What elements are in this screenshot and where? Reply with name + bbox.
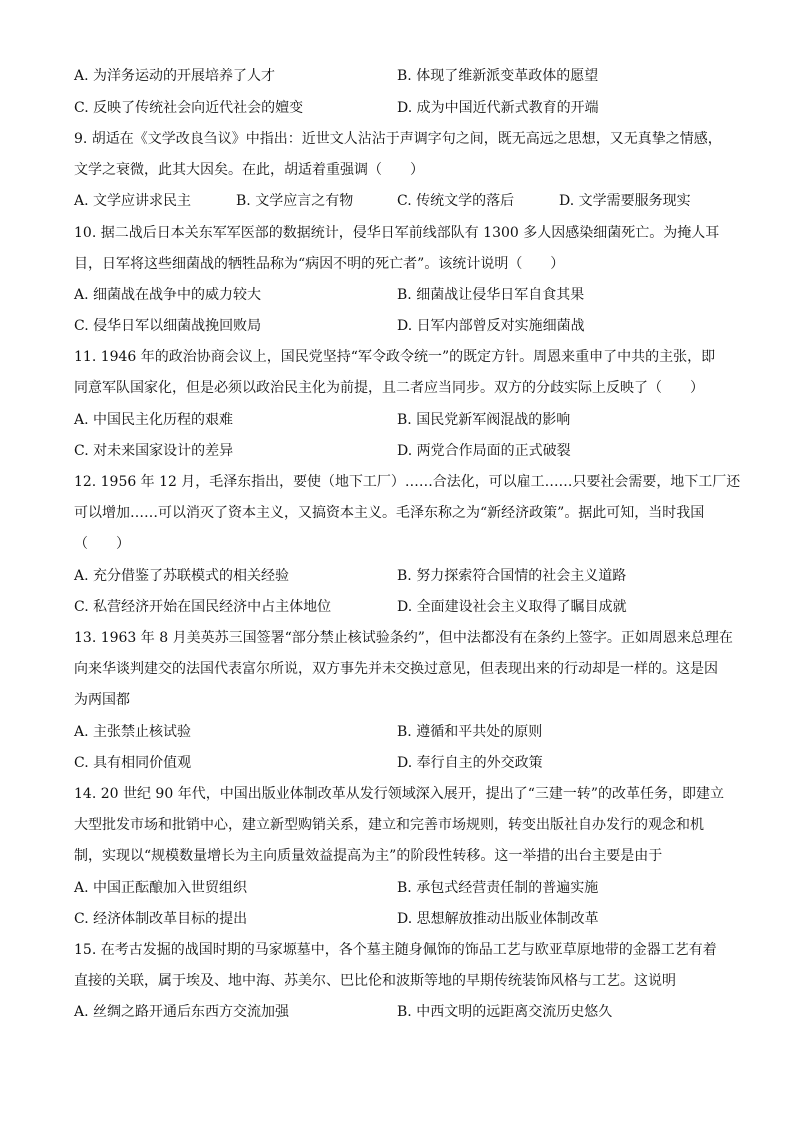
q14-stem-line1: 14. 20 世纪 90 年代，中国出版业体制改革从发行领域深入展开，提出了“三建一转”的改革任务，即建立 [74, 786, 725, 802]
q8-option-b: B. 体现了维新派变革政体的愿望 [397, 68, 599, 84]
q11-stem-line1: 11. 1946 年的政治协商会议上，国民党坚持“军令政令统一”的既定方针。周恩来重申了中共的主张，即 [74, 349, 716, 365]
q13-stem-line1: 13. 1963 年 8 月美英苏三国签署“部分禁止核试验条约”，但中法都没有在条约上签字。正如周恩来总理在 [74, 630, 733, 646]
q14-option-b: B. 承包式经营责任制的普遍实施 [397, 880, 599, 896]
q10-option-c: C. 侵华日军以细菌战挽回败局 [74, 318, 262, 334]
q14-stem-line3: 制，实现以“规模数量增长为主向质量效益提高为主”的阶段性转移。这一举措的出台主要是由于 [74, 848, 663, 864]
q9-option-a: A. 文学应讲求民主 [74, 193, 192, 209]
q11-option-b: B. 国民党新军阀混战的影响 [397, 412, 571, 428]
q12-stem-line3: （ ） [74, 536, 130, 552]
q8-option-a: A. 为洋务运动的开展培养了人才 [74, 68, 276, 84]
q10-option-b: B. 细菌战让侵华日军自食其果 [397, 287, 585, 303]
q14-option-c: C. 经济体制改革目标的提出 [74, 911, 248, 927]
q10-stem-line2: 目，日军将这些细菌战的牺牲品称为“病因不明的死亡者”。该统计说明（ ） [74, 256, 565, 272]
q12-option-d: D. 全面建设社会主义取得了瞩目成就 [397, 599, 627, 615]
q13-stem-line3: 为两国都 [74, 692, 130, 708]
q12-option-b: B. 努力探索符合国情的社会主义道路 [397, 568, 627, 584]
q9-option-c: C. 传统文学的落后 [397, 193, 515, 209]
q8-option-c: C. 反映了传统社会向近代社会的嬗变 [74, 100, 304, 116]
q10-stem-line1: 10. 据二战后日本关东军军医部的数据统计，侵华日军前线部队有 1300 多人因感染细菌死亡。为掩人耳 [74, 225, 720, 241]
q13-option-d: D. 奉行自主的外交政策 [397, 755, 543, 771]
q11-option-d: D. 两党合作局面的正式破裂 [397, 443, 571, 459]
q12-stem-line1: 12. 1956 年 12 月，毛泽东指出，要使（地下工厂）……合法化，可以雇工……只要社会需要，地下工厂还 [74, 474, 741, 490]
q15-option-a: A. 丝绸之路开通后东西方交流加强 [74, 1004, 290, 1020]
q11-stem-line2: 同意军队国家化，但是必须以政治民主化为前提，且二者应当同步。双方的分歧实际上反映了（ ） [74, 380, 704, 396]
q10-option-a: A. 细菌战在战争中的威力较大 [74, 287, 262, 303]
q14-option-d: D. 思想解放推动出版业体制改革 [397, 911, 599, 927]
q9-option-b: B. 文学应言之有物 [236, 193, 354, 209]
q11-option-c: C. 对未来国家设计的差异 [74, 443, 234, 459]
q11-option-a: A. 中国民主化历程的艰难 [74, 412, 234, 428]
q15-stem-line2: 直接的关联，属于埃及、地中海、苏美尔、巴比伦和波斯等地的早期传统装饰风格与工艺。这说明 [74, 973, 676, 989]
q14-stem-line2: 大型批发市场和批销中心，建立新型购销关系，建立和完善市场规则，转变出版社自办发行的观念和机 [74, 817, 704, 833]
q13-option-a: A. 主张禁止核试验 [74, 724, 192, 740]
q15-stem-line1: 15. 在考古发掘的战国时期的马家塬墓中，各个墓主随身佩饰的饰品工艺与欧亚草原地带的金器工艺有着 [74, 942, 717, 958]
q15-option-b: B. 中西文明的远距离交流历史悠久 [397, 1004, 613, 1020]
q13-option-c: C. 具有相同价值观 [74, 755, 192, 771]
q12-stem-line2: 可以增加……可以消灭了资本主义，又搞资本主义。毛泽东称之为“新经济政策”。据此可知，当时我国 [74, 505, 705, 521]
q10-option-d: D. 日军内部曾反对实施细菌战 [397, 318, 585, 334]
q9-stem-line1: 9. 胡适在《文学改良刍议》中指出：近世文人沾沾于声调字句之间，既无高远之思想，又无真挚之情感， [74, 131, 722, 147]
q9-option-d: D. 文学需要服务现实 [559, 193, 691, 209]
q13-option-b: B. 遵循和平共处的原则 [397, 724, 543, 740]
q8-option-d: D. 成为中国近代新式教育的开端 [397, 100, 599, 116]
q12-option-c: C. 私营经济开始在国民经济中占主体地位 [74, 599, 332, 615]
q12-option-a: A. 充分借鉴了苏联模式的相关经验 [74, 568, 290, 584]
q9-stem-line2: 文学之衰微，此其大因矣。在此，胡适着重强调（ ） [74, 162, 424, 178]
q13-stem-line2: 向来华谈判建交的法国代表富尔所说，双方事先并未交换过意见，但表现出来的行动却是一样的。这是因 [74, 661, 718, 677]
q14-option-a: A. 中国正酝酿加入世贸组织 [74, 880, 248, 896]
